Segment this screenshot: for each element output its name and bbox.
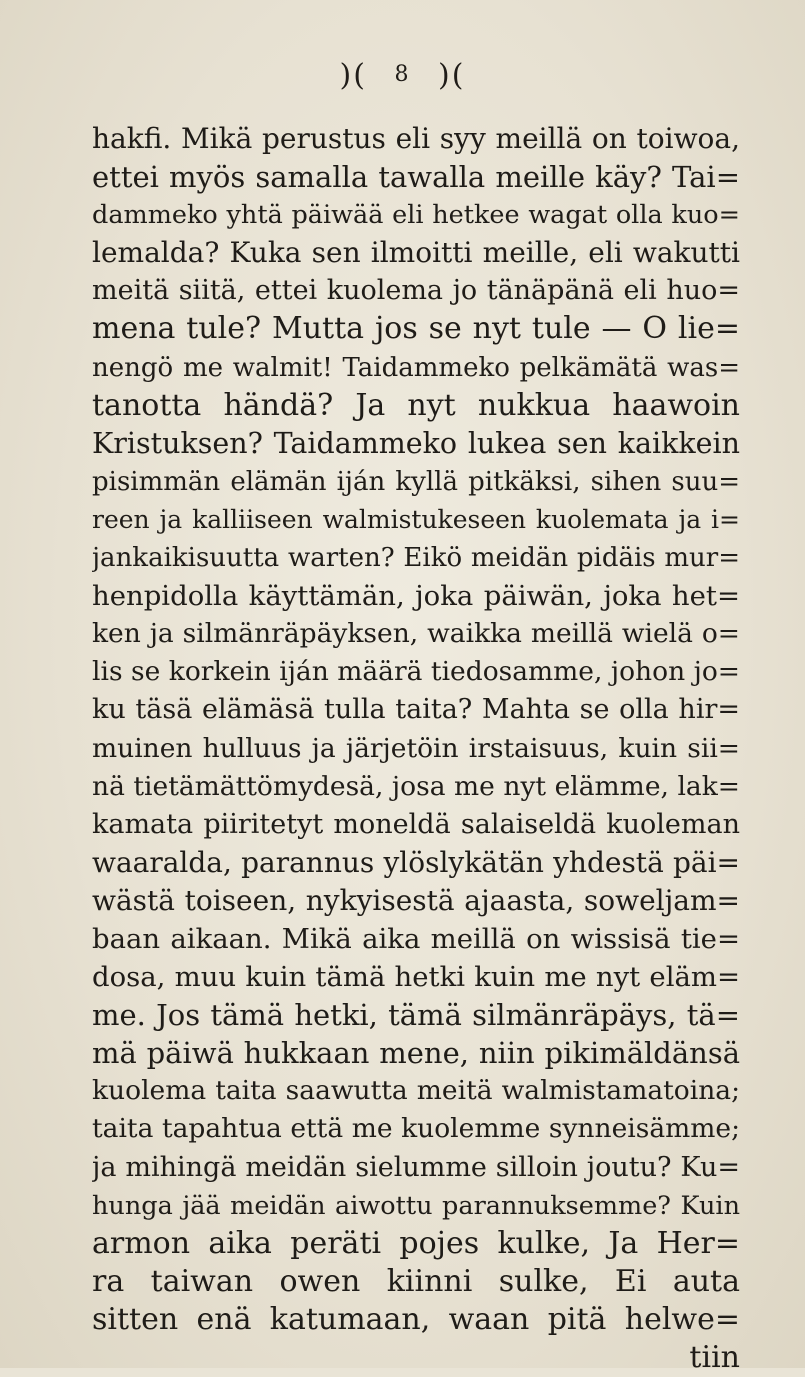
page-header [0, 58, 805, 98]
text-line: hunga jää meidän aiwottu parannuksemme? Kuin [92, 1190, 740, 1221]
text-line: dammeko yhtä päiwää eli hetkee wagat olla kuo= [92, 200, 740, 231]
text-line: mä päiwä hukkaan mene, niin pikimäldänsä [92, 1036, 740, 1071]
text-line: henpidolla käyttämän, joka päiwän, joka het= [92, 580, 740, 613]
text-line: kuolema taita saawutta meitä walmistamatoina; [92, 1075, 740, 1107]
text-line: nä tietämättömydesä, josa me nyt elämme, lak= [92, 770, 740, 802]
catchword: tiin [689, 1340, 740, 1375]
text-line: sitten enä katumaan, waan pitä helwe= [92, 1301, 740, 1337]
header-right-mark: )( [438, 58, 466, 93]
text-line: kamata piiritetyt moneldä salaiseldä kuoleman [92, 808, 740, 840]
body-text [92, 120, 740, 1377]
text-line: nengö me walmit! Taidammeko pelkämätä was= [92, 352, 740, 383]
text-line: me. Jos tämä hetki, tämä silmänräpäys, tä= [92, 998, 740, 1033]
text-line: tanotta händä? Ja nyt nukkua haawoin [92, 387, 740, 423]
text-line: hakfi. Mikä perustus eli syy meillä on toiwoa, [92, 122, 740, 155]
text-line: ken ja silmänräpäyksen, waikka meillä wielä o= [92, 618, 740, 650]
text-line: lemalda? Kuka sen ilmoitti meille, eli wakutti [92, 236, 740, 270]
text-line: baan aikaan. Mikä aika meillä on wissisä tie= [92, 922, 740, 955]
text-line: meitä siitä, ettei kuolema jo tänäpänä eli huo= [92, 275, 740, 307]
text-line: Kristuksen? Taidammeko lukea sen kaikkein [92, 426, 740, 460]
text-line: dosa, muu kuin tämä hetki kuin me nyt eläm= [92, 961, 740, 994]
text-line: muinen hulluus ja järjetöin irstaisuus, kuin sii= [92, 732, 740, 764]
page-number: 8 [394, 62, 411, 87]
text-line: ku täsä elämäsä tulla taita? Mahta se olla hir= [92, 694, 740, 726]
text-line: jankaikisuutta warten? Eikö meidän pidäis mur= [92, 543, 740, 574]
header-left-mark: )( [339, 58, 367, 93]
text-line: armon aika peräti pojes kulke, Ja Her= [92, 1225, 740, 1261]
text-line: taita tapahtua että me kuolemme synneisämme; [92, 1113, 740, 1145]
text-line: waaralda, parannus ylöslykätän yhdestä päi= [92, 845, 740, 879]
text-line: ettei myös samalla tawalla meille käy? Tai= [92, 160, 740, 195]
text-line: pisimmän elämän iján kyllä pitkäksi, sihen suu= [92, 466, 740, 497]
text-line: mena tule? Mutta jos se nyt tule — O lie= [92, 311, 740, 347]
text-line: ra taiwan owen kiinni sulke, Ei auta [92, 1263, 740, 1299]
text-line: lis se korkein iján määrä tiedosamme, johon jo= [92, 656, 740, 688]
text-line: ja mihingä meidän sielumme silloin joutu? Ku= [92, 1151, 740, 1183]
text-line: reen ja kalliiseen walmistukeseen kuolemata ja i= [92, 504, 740, 534]
text-line: wästä toiseen, nykyisestä ajaasta, soweljam= [92, 883, 740, 917]
